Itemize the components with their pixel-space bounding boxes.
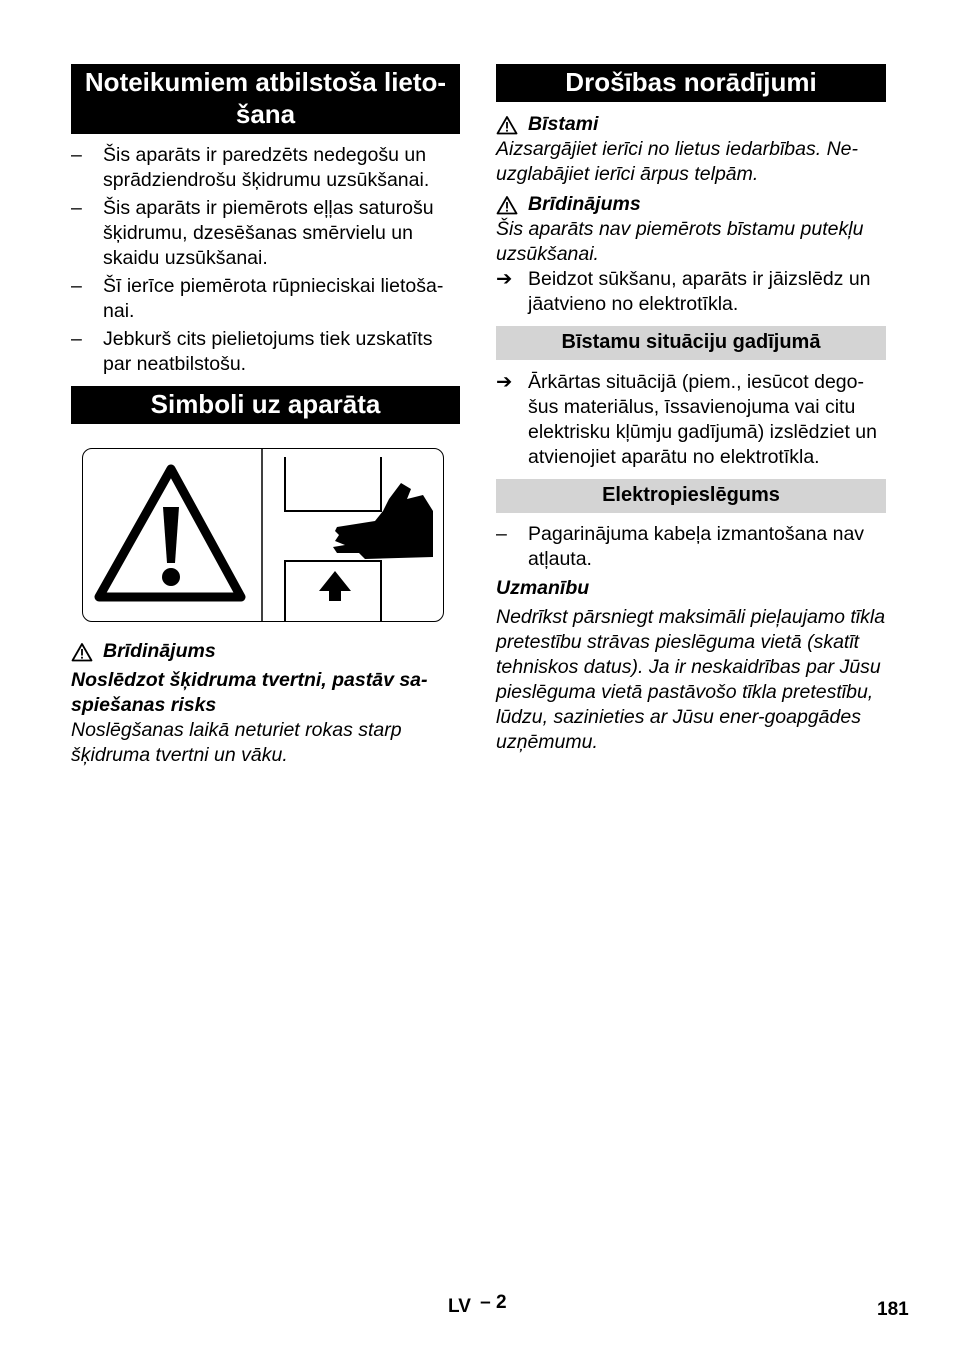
list-item: – Šī ierīce piemērota rūpnieciskai lietoša-nai.: [71, 275, 444, 322]
warning-bold-text: Noslēdzot šķidruma tvertni, pastāv sa-spiešanas risks: [71, 669, 428, 716]
danger-line: Bīstami: [496, 112, 886, 137]
list-item: – Jebkurš cits pielietojums tiek uzskatīts par neatbilstošu.: [71, 328, 433, 375]
arrow-right-icon: ➔: [496, 371, 513, 393]
warning-triangle-icon: [496, 195, 518, 215]
heading-intended-use: Noteikumiem atbilstoša lieto- šana: [71, 64, 460, 134]
warning-triangle-icon: [496, 115, 518, 135]
arrow-item-emergency: ➔ Ārkārtas situācijā (piem., iesūcot dego-šus materiālus, īssavienojuma vai citu elektrisku kļūmju gadījumā) izslēdziet un atvienojiet aparātu no elektrotīkla.: [496, 371, 877, 468]
arrow-right-icon: ➔: [496, 268, 513, 290]
right-column: [496, 64, 886, 755]
list-item: – Šis aparāts ir piemērots eļļas saturošu šķidrumu, dzesēšanas smērvielu un skaidu uzsūkšanai.: [71, 197, 434, 269]
page-number: 181: [877, 1299, 909, 1320]
footer-language-section: LV – 2: [448, 1292, 507, 1317]
symbol-pinch-warning: [82, 448, 444, 622]
electrical-list: [496, 522, 886, 572]
pinch-hazard-icon: [83, 449, 443, 621]
danger-text: Aizsargājiet ierīci no lietus iedarbības. Ne-uzglabājiet ierīci ārpus telpām.: [496, 138, 858, 185]
warning-line-right: Brīdinājums: [496, 192, 886, 217]
left-column: [71, 64, 460, 768]
attention-text: Nedrīkst pārsniegt maksimāli pieļaujamo tīkla pretestību strāvas pieslēguma vietā (skatīt tehniskos datus). Ja ir neskaidrības par Jūsu pieslēguma vietā pastāvošo tīkla pretestību, lūdzu, sazinieties ar Jūsu ener-goapgādes uzņēmumu.: [496, 606, 886, 753]
list-item: – Pagarinājuma kabeļa izmantošana nav atļauta.: [496, 523, 865, 570]
warning-text: Noslēgšanas laikā neturiet rokas starp šķidruma tvertni un vāku.: [71, 719, 402, 766]
heading-symbols: Simboli uz aparāta: [71, 386, 460, 424]
list-item: – Šis aparāts ir paredzēts nedegošu un sprādziendrošu šķidrumu uzsūkšanai.: [71, 144, 430, 191]
arrow-item-disconnect: ➔ Beidzot sūkšanu, aparāts ir jāizslēdz un jāatvieno no elektrotīkla.: [496, 268, 871, 315]
warning-text-right: Šis aparāts nav piemērots bīstamu putekļu uzsūkšanai.: [496, 218, 864, 265]
warning-line-left: Brīdinājums: [71, 639, 460, 664]
warning-triangle-icon: [71, 642, 93, 662]
heading-electrical: Elektropieslēgums: [496, 479, 886, 513]
heading-safety: Drošības norādījumi: [496, 64, 886, 102]
heading-emergency: Bīstamu situāciju gadījumā: [496, 326, 886, 360]
attention-label: Uzmanību: [496, 577, 590, 599]
intended-use-list: [71, 143, 460, 377]
